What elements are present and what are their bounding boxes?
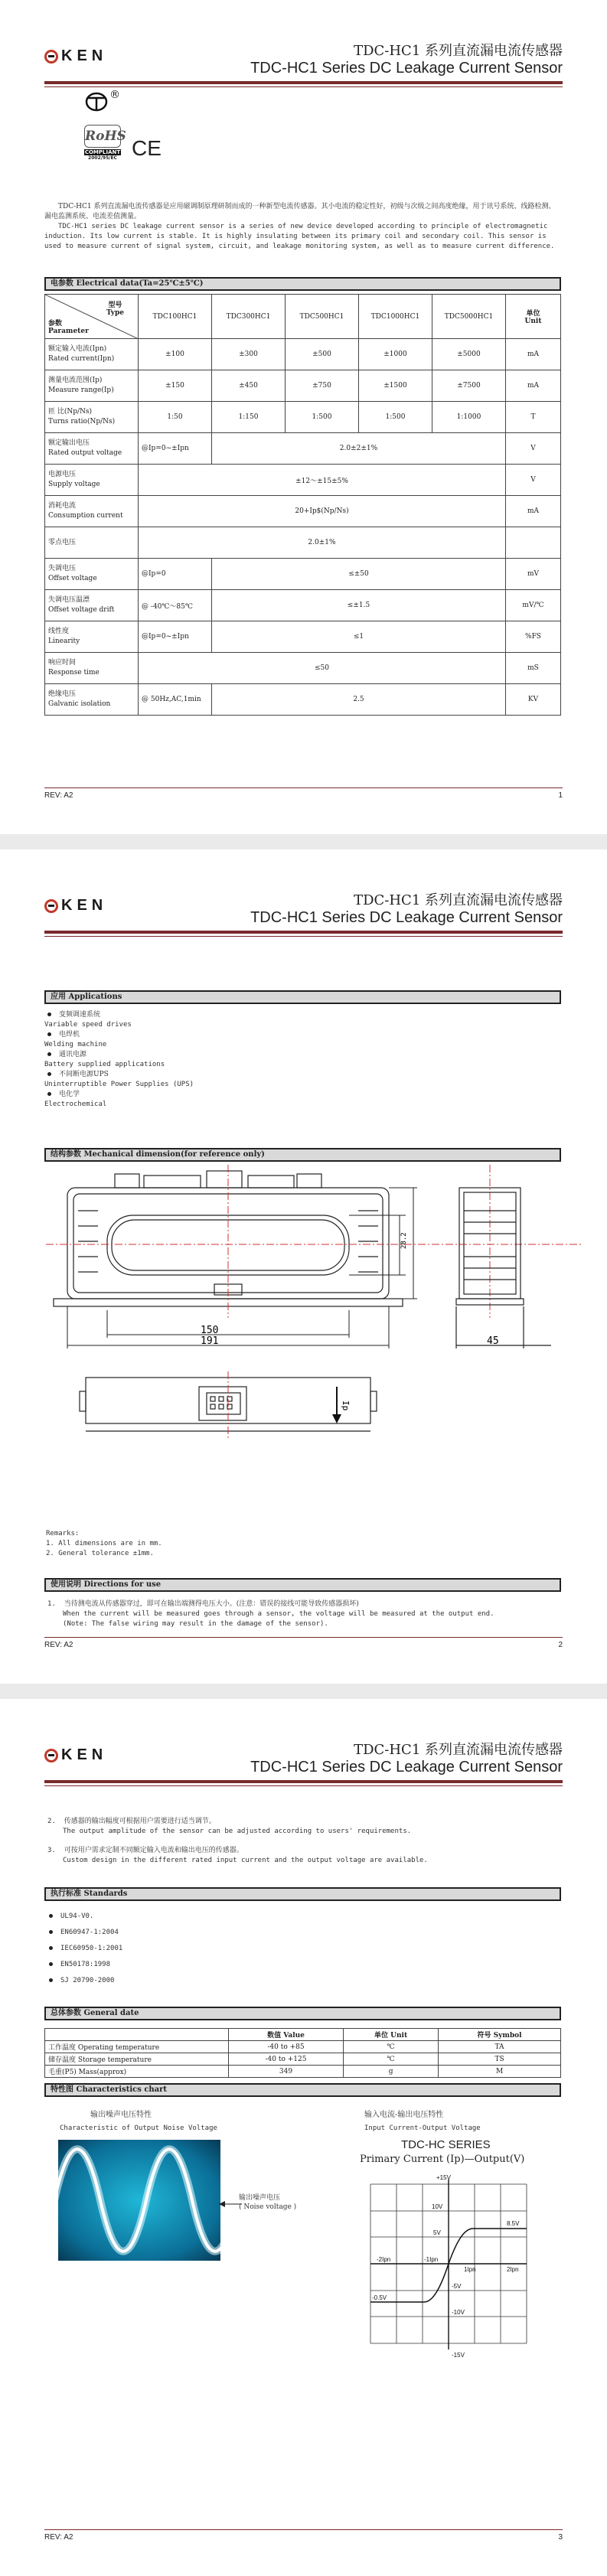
page-header [44, 1737, 563, 1783]
header-divider [44, 936, 563, 937]
company-logo: KEN [44, 47, 107, 65]
list-item: Battery supplied applications [44, 1061, 165, 1068]
title-en: TDC-HC1 Series DC Leakage Current Sensor [250, 60, 563, 77]
standards-section-title: 执行标准 Standards [44, 1887, 561, 1901]
ip-label: Ip [341, 1400, 351, 1411]
registered-mark: ® [109, 89, 120, 101]
label-m15: -15V [452, 2352, 465, 2359]
table-row: 毛重(P5) Mass(approx) 349 g M [45, 2066, 561, 2078]
noise-voltage-scope [58, 2140, 220, 2261]
table-row: 额定输入电流(Ipn) Rated current(Ipn) ±100 ±300 ±500 ±1000 ±5000 mA [45, 339, 561, 370]
intro-en: TDC-HC1 series DC leakage current sensor is a series of new device developed according to principle of electromagnetic induction. Its low current is stable. It is highly insulating between its primary coil and secondary coil. This sensor is used to measure current of signal system, circuit, and leakage monitoring system, as well as to measure current difference. [44, 223, 555, 250]
dim-width-inner: 150 [201, 1325, 219, 1336]
table-row: 绝缘电压 Galvanic isolation @ 50Hz,AC,1min 2.5 KV [45, 684, 561, 716]
list-item: IEC60950-1:2001 [49, 1941, 122, 1957]
list-item: SJ 20790-2000 [49, 1973, 122, 1989]
list-item: 变频调速系统 [47, 1010, 194, 1020]
list-item: 通讯电源 [47, 1050, 194, 1060]
rohs-badge: RoHS COMPLIANT 2002/95/EC [84, 125, 121, 169]
intro-cn: TDC-HC1 系列直流漏电流传感器是应用磁调制原理研制而成的一种新型电流传感器。其小电流的稳定性好，初级与次级之间高度绝缘，用于讯号系统、线路检测、漏电监测系统、电流差值测量。 [44, 203, 556, 220]
electrical-table [44, 294, 561, 716]
table-row: 匝 比(Np/Ns) Turns ratio(Np/Ns) 1:50 1:150 1:500 1:500 1:1000 T [45, 402, 561, 433]
table-row: 失调电压温漂 Offset voltage drift @ -40℃～85℃ ≤±1.5 mV/℃ [45, 590, 561, 621]
header-divider [44, 1785, 563, 1786]
table-row: 储存温度 Storage temperature -40 to +125 ℃ TS [45, 2053, 561, 2066]
list-item: EN60947-1:2004 [49, 1925, 122, 1941]
label-m2i: -2Ipn [377, 2256, 391, 2263]
list-item: UL94-V0. [49, 1909, 122, 1925]
title-cn: TDC-HC1 系列直流漏电流传感器 [354, 892, 563, 908]
io-chart-title-en: Input Current-Output Voltage [364, 2124, 481, 2132]
page-2 [0, 849, 607, 1684]
list-item: (Note: The false wiring may result in the damage of the sensor). [63, 1620, 328, 1628]
table-row: 消耗电流 Consumption current 20+Ip$(Np/Ns) mA [45, 496, 561, 527]
list-item: 2. 传感器的输出幅度可根据用户需要进行适当调节。 [47, 1818, 216, 1825]
list-item: 1. 当待测电流从传感器穿过，即可在输出端测得电压大小。(注意：错误的接线可能导致传感器损坏) [47, 1600, 359, 1608]
list-item: 3. 可按用户需求定制不同额定输入电流和输出电压的传感器。 [47, 1847, 243, 1854]
table-row: 工作温度 Operating temperature -40 to +85 ℃ TA [45, 2041, 561, 2053]
company-logo: KEN [44, 897, 107, 915]
remarks-title: Remarks: [46, 1530, 80, 1537]
page-footer [44, 787, 563, 800]
list-item: EN50178:1998 [49, 1957, 122, 1973]
list-item: Electrochemical [44, 1101, 107, 1108]
list-item: When the current will be measured goes through a sensor, the voltage will be measured at the output end. [63, 1610, 494, 1618]
table-row: 失调电压 Offset voltage @Ip=0 ≤±50 mV [45, 559, 561, 590]
intro-text [44, 202, 561, 252]
page-header [44, 888, 563, 934]
list-item: 2. General tolerance ±1mm. [46, 1550, 154, 1557]
list-item: The output amplitude of the sensor can be adjusted according to users' requirements. [63, 1828, 412, 1835]
directions-section-title: 使用说明 Directions for use [44, 1578, 561, 1592]
io-characteristic-chart [357, 2172, 540, 2363]
label-p1i: 1Ipn [464, 2266, 476, 2273]
model-header: TDC500HC1 [286, 295, 359, 339]
model-header: TDC5000HC1 [432, 295, 506, 339]
company-logo: KEN [44, 1746, 107, 1764]
label-p2i: 2Ipn [507, 2266, 519, 2273]
list-item: 电焊机 [47, 1030, 194, 1040]
electrical-section-title: 电参数 Electrical data(Ta=25℃±5℃) [44, 277, 561, 291]
general-section-title: 总体参数 General date [44, 2007, 561, 2020]
table-row: 零点电压 2.0±1% [45, 527, 561, 559]
label-p85: 8.5V [507, 2220, 520, 2227]
label-p15: +15V [436, 2174, 451, 2181]
title-en: TDC-HC1 Series DC Leakage Current Sensor [250, 1759, 563, 1775]
list-item: 1. All dimensions are in mm. [46, 1540, 162, 1547]
label-m1i: -1Ipn [424, 2256, 439, 2263]
applications-section-title: 应用 Applications [44, 990, 561, 1004]
dim-height-label: 28.2 [400, 1232, 408, 1249]
dim-width-outer: 191 [201, 1335, 219, 1347]
general-table [44, 2028, 561, 2078]
table-row: 测量电流范围(Ip) Measure range(Ip) ±150 ±450 ±750 ±1500 ±7500 mA [45, 370, 561, 402]
page-number: 3 [558, 2533, 563, 2542]
page-number: 1 [558, 791, 563, 800]
page-header [44, 38, 563, 84]
noise-chart-title-cn: 输出噪声电压特性 [90, 2111, 152, 2119]
logo-mark-icon [44, 1749, 58, 1762]
page-footer [44, 2529, 563, 2542]
page-footer [44, 1637, 563, 1649]
logo-mark-icon [44, 50, 58, 64]
remarks [46, 1529, 162, 1559]
page-number: 2 [558, 1641, 563, 1649]
table-row: 线性度 Linearity @Ip=0~±Ipn ≤1 %FS [45, 621, 561, 653]
model-header: TDC300HC1 [212, 295, 286, 339]
page-3 [0, 1699, 607, 2576]
list-item: Welding machine [44, 1041, 107, 1048]
table-row: 响应时间 Response time ≤50 mS [45, 653, 561, 684]
charts-section-title: 特性图 Characteristics chart [44, 2083, 561, 2097]
title-en: TDC-HC1 Series DC Leakage Current Sensor [250, 909, 563, 926]
label-m5: -5V [452, 2283, 462, 2290]
model-header: TDC1000HC1 [359, 295, 432, 339]
logo-mark-icon [44, 899, 58, 913]
table-row: 额定输出电压 Rated output voltage @Ip=0~±Ipn 2.0±2±1% V [45, 433, 561, 465]
list-item: Uninterruptible Power Supplies (UPS) [44, 1081, 194, 1088]
title-cn: TDC-HC1 系列直流漏电流传感器 [354, 1742, 563, 1758]
dim-depth: 45 [487, 1335, 499, 1347]
list-item: 电化学 [47, 1090, 194, 1100]
current-direction-arrow-icon [332, 1387, 341, 1423]
list-item: Variable speed drives [44, 1021, 132, 1029]
header-divider [44, 86, 563, 87]
type-param-header: 型号 Type 参数 Parameter [45, 295, 139, 339]
revision: REV: A2 [44, 2533, 73, 2542]
io-chart-title-cn: 输入电流-输出电压特性 [364, 2111, 444, 2119]
standards-list [49, 1909, 122, 1989]
side-view [456, 1188, 551, 1348]
label-m10: -10V [452, 2309, 465, 2316]
noise-label: 输出噪声电压 ( Noise voltage ) [239, 2194, 297, 2211]
unit-header: 单位 Unit [506, 295, 561, 339]
label-m05: -0.5V [372, 2294, 387, 2301]
certification-marks [84, 90, 191, 174]
table-row: 电源电压 Supply voltage ±12～±15±5% V [45, 465, 561, 496]
series-label: TDC-HC SERIES [401, 2138, 491, 2151]
mechanical-section-title: 结构参数 Mechanical dimension(for reference only) [44, 1148, 561, 1162]
revision: REV: A2 [44, 791, 73, 800]
label-p10: 10V [432, 2203, 443, 2210]
label-p5: 5V [433, 2229, 441, 2236]
list-item: 不间断电源UPS [47, 1070, 194, 1080]
title-cn: TDC-HC1 系列直流漏电流传感器 [354, 43, 563, 59]
applications-list [44, 1010, 194, 1110]
noise-chart-title-en: Characteristic of Output Noise Voltage [60, 2124, 217, 2132]
directions-list-2 [47, 1817, 561, 1866]
page-1 [0, 0, 607, 834]
ce-mark: CE [132, 136, 162, 160]
mechanical-drawing [0, 1165, 607, 1524]
directions-list-1 [47, 1599, 561, 1629]
revision: REV: A2 [44, 1641, 73, 1649]
io-chart-title: Primary Current (Ip)—Output(V) [360, 2154, 525, 2165]
model-header: TDC100HC1 [139, 295, 212, 339]
table-row: 数值 Value 单位 Unit 符号 Symbol [45, 2029, 561, 2041]
list-item: Custom design in the different rated input current and the output voltage are available. [63, 1857, 428, 1864]
